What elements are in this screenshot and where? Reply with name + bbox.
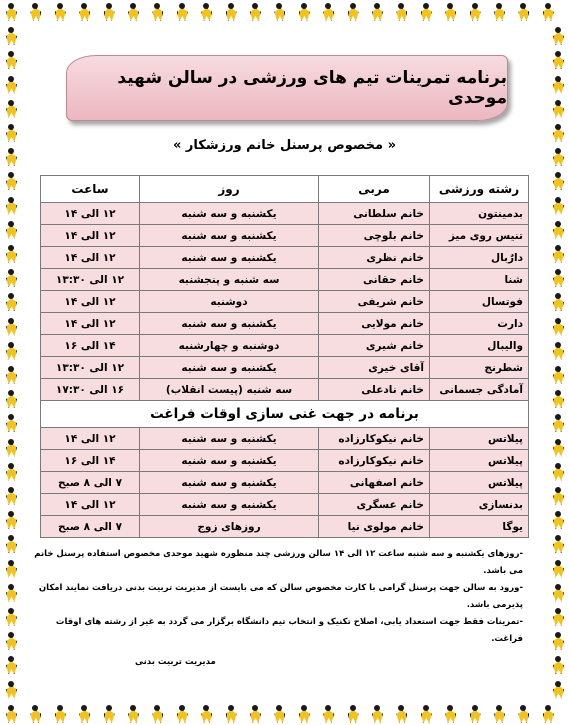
cell-coach: خانم نیکوکارزاده [319,428,430,450]
cell-time: ۱۲ الی ۱۳:۳۰ [41,269,140,291]
athlete-icon [551,197,564,214]
athlete-icon [551,366,564,383]
cell-day: دوشنبه [140,291,319,313]
athlete-icon [370,705,383,722]
table-row [41,313,529,335]
athlete-icon [4,293,17,310]
cell-coach: خانم اصفهانی [319,472,430,494]
athlete-icon [370,3,383,20]
athlete-icon [4,414,17,431]
athlete-icon [126,3,139,20]
table-row [41,494,529,516]
athlete-icon [551,560,564,577]
cell-time: ۱۲ الی ۱۴ [41,225,140,247]
title-banner [66,55,508,121]
athlete-icon [346,705,359,722]
cell-sport: پیلاتس [430,428,529,450]
athlete-icon [4,172,17,189]
cell-sport: والیبال [430,335,529,357]
cell-coach: خانم سلطانی [319,203,430,225]
athlete-icon [4,76,17,93]
athlete-icon [551,51,564,68]
cell-day: سه شنبه (پیست انقلاب) [140,379,319,401]
header-time: ساعت [41,176,140,203]
athlete-icon [443,3,456,20]
athlete-icon [516,3,529,20]
athlete-icon [4,511,17,528]
athlete-icon [419,3,432,20]
athlete-icon [551,245,564,262]
athlete-icon [551,172,564,189]
section2-title: برنامه در جهت غنی سازی اوقات فراغت [41,401,529,428]
table-row [41,428,529,450]
cell-coach: خانم نادعلی [319,379,430,401]
cell-time: ۱۴ الی ۱۶ [41,335,140,357]
athlete-icon [321,3,334,20]
athlete-icon [541,3,554,20]
athlete-icon [551,76,564,93]
athlete-icon [516,705,529,722]
athlete-icon [394,3,407,20]
cell-coach: خانم مولوی نیا [319,516,430,538]
cell-coach: خانم بلوچی [319,225,430,247]
athlete-icon [4,318,17,335]
table-row [41,291,529,313]
athlete-icon [4,487,17,504]
cell-time: ۷ الی ۸ صبح [41,472,140,494]
athlete-icon [551,608,564,625]
cell-time: ۱۲ الی ۱۴ [41,203,140,225]
athlete-icon [551,463,564,480]
cell-coach: خانم شریفی [319,291,430,313]
table-row [41,516,529,538]
header-day: روز [140,176,319,203]
athlete-icon [126,705,139,722]
athlete-icon [199,3,212,20]
section-header-row [41,401,529,428]
athlete-icon [248,705,261,722]
athlete-icon [53,3,66,20]
athlete-icon [4,705,17,722]
note-line: -تمرینات فقط جهت استعداد یابی، اصلاح تکنیک و انتخاب تیم دانشگاه برگزار می گردد به غیر از رشته های اوقات فراغت. [55,617,523,644]
table-row [41,450,529,472]
athlete-icon [4,51,17,68]
athlete-icon [4,681,17,698]
cell-coach: خانم نظری [319,247,430,269]
page-subtitle: « مخصوص پرسنل خانم ورزشکار » [172,138,397,153]
note-line: -روزهای یکشنبه و سه شنبه ساعت ۱۲ الی ۱۴ سالن ورزشی چند منظوره شهید موحدی مخصوص استفاده پرسنل خانم می باشد. [34,549,523,576]
athlete-icon [4,245,17,262]
cell-sport: پیلاتس [430,450,529,472]
cell-day: یکشنبه و سه شنبه [140,203,319,225]
athlete-icon [102,705,115,722]
cell-time: ۱۲ الی ۱۴ [41,247,140,269]
cell-time: ۱۲ الی ۱۴ [41,313,140,335]
cell-sport: بدمینتون [430,203,529,225]
athlete-icon [346,3,359,20]
athlete-icon [551,318,564,335]
athlete-icon [297,3,310,20]
cell-coach: خانم مولایی [319,313,430,335]
table-row [41,269,529,291]
cell-day: دوشنبه و چهارشنبه [140,335,319,357]
footer-signature: مدیریت تربیت بدنی [135,657,216,667]
cell-sport: آمادگی جسمانی [430,379,529,401]
cell-sport: شطرنج [430,357,529,379]
cell-day: یکشنبه و سه شنبه [140,357,319,379]
athlete-icon [224,705,237,722]
athlete-icon [4,608,17,625]
athlete-icon [150,705,163,722]
cell-day: سه شنبه و پنجشنبه [140,269,319,291]
athlete-icon [551,632,564,649]
cell-sport: تنیس روی میز [430,225,529,247]
athlete-icon [272,705,285,722]
athlete-icon [4,535,17,552]
athlete-icon [297,705,310,722]
cell-time: ۱۲ الی ۱۴ [41,428,140,450]
cell-coach: آقای خیری [319,357,430,379]
athlete-icon [272,3,285,20]
notes [33,546,523,648]
athlete-icon [4,560,17,577]
athlete-icon [248,3,261,20]
athlete-icon [4,463,17,480]
athlete-icon [551,681,564,698]
athlete-icon [28,705,41,722]
cell-sport: دارت [430,313,529,335]
table-row [41,335,529,357]
athlete-icon [468,705,481,722]
athlete-icon [541,705,554,722]
cell-sport: دارٌبال [430,247,529,269]
cell-day: یکشنبه و سه شنبه [140,428,319,450]
cell-day: یکشنبه و سه شنبه [140,494,319,516]
cell-day: یکشنبه و سه شنبه [140,313,319,335]
athlete-icon [551,269,564,286]
table-row [41,357,529,379]
athlete-icon [394,705,407,722]
athlete-icon [77,705,90,722]
cell-day: یکشنبه و سه شنبه [140,472,319,494]
athlete-icon [551,100,564,117]
athlete-icon [4,197,17,214]
cell-day: روزهای زوج [140,516,319,538]
cell-sport: یوگا [430,516,529,538]
athlete-icon [492,705,505,722]
athlete-icon [53,705,66,722]
athlete-icon [175,705,188,722]
table-row [41,225,529,247]
athlete-icon [4,656,17,673]
athlete-icon [4,221,17,238]
athlete-icon [321,705,334,722]
athlete-icon [551,342,564,359]
note-line: -ورود به سالن جهت پرسنل گرامی با کارت مخصوص سالن که می بایست از مدیریت تربیت بدنی دریافت نمایند امکان پذیرمی باشد. [38,583,523,610]
athlete-icon [468,3,481,20]
athlete-icon [551,221,564,238]
athlete-icon [419,705,432,722]
athlete-icon [551,390,564,407]
athlete-icon [77,3,90,20]
athlete-icon [199,705,212,722]
table-row [41,379,529,401]
athlete-icon [4,584,17,601]
cell-day: یکشنبه و سه شنبه [140,450,319,472]
athlete-icon [4,439,17,456]
cell-sport: پیلاتس [430,472,529,494]
cell-time: ۱۲ الی ۱۴ [41,291,140,313]
athlete-icon [551,656,564,673]
athlete-icon [551,584,564,601]
cell-time: ۱۶ الی ۱۷:۳۰ [41,379,140,401]
cell-sport: بدنسازی [430,494,529,516]
athlete-icon [224,3,237,20]
athlete-icon [102,3,115,20]
athlete-icon [443,705,456,722]
cell-coach: خانم حقانی [319,269,430,291]
athlete-icon [150,3,163,20]
athlete-icon [4,269,17,286]
athlete-icon [4,3,17,20]
cell-coach: خانم عسگری [319,494,430,516]
athlete-icon [492,3,505,20]
cell-time: ۱۴ الی ۱۶ [41,450,140,472]
cell-sport: شنا [430,269,529,291]
athlete-icon [551,414,564,431]
table-header-row [41,176,529,203]
page-title: برنامه تمرینات تیم های ورزشی در سالن شهید موحدی [117,68,507,108]
athlete-icon [4,632,17,649]
cell-time: ۱۲ الی ۱۴ [41,494,140,516]
athlete-icon [551,535,564,552]
cell-coach: خانم شیری [319,335,430,357]
athlete-icon [551,439,564,456]
cell-time: ۷ الی ۸ صبح [41,516,140,538]
table-row [41,247,529,269]
athlete-icon [551,293,564,310]
athlete-icon [175,3,188,20]
cell-sport: فوتسال [430,291,529,313]
cell-time: ۱۲ الی ۱۳:۳۰ [41,357,140,379]
athlete-icon [551,27,564,44]
table-row [41,472,529,494]
schedule-table [40,175,529,538]
athlete-icon [551,487,564,504]
athlete-icon [551,511,564,528]
athlete-icon [4,366,17,383]
table-row [41,203,529,225]
athlete-icon [4,100,17,117]
athlete-icon [4,27,17,44]
header-coach: مربی [319,176,430,203]
header-sport: رشته ورزشی [430,176,529,203]
cell-day: یکشنبه و سه شنبه [140,247,319,269]
cell-day: یکشنبه و سه شنبه [140,225,319,247]
cell-coach: خانم نیکوکارزاده [319,450,430,472]
athlete-icon [4,390,17,407]
athlete-icon [4,342,17,359]
athlete-icon [28,3,41,20]
